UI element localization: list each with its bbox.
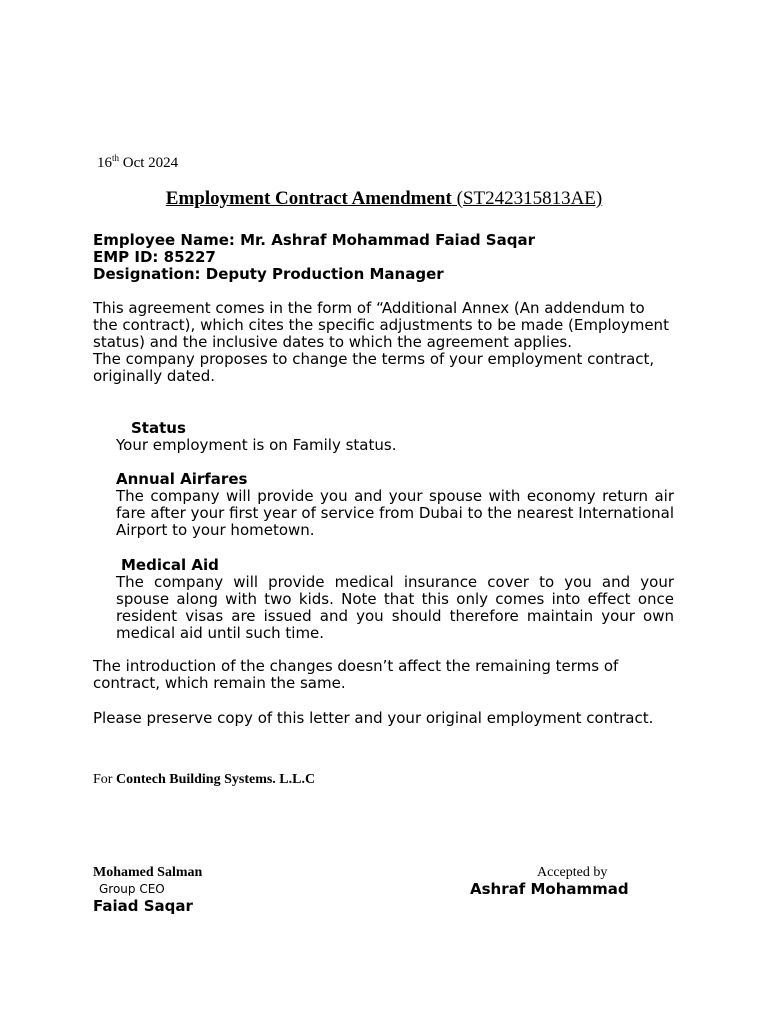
intro-section	[93, 300, 673, 385]
airfares-body: The company will provide you and your spouse with economy return air fare after your first year of service from Dubai to the nearest International Airport to your hometown.	[116, 487, 674, 539]
intro-paragraph-2: The company proposes to change the terms of your employment contract, originally dated.	[93, 350, 655, 385]
signer-name: Mohamed Salman	[93, 865, 203, 880]
employee-id: EMP ID: 85227	[93, 248, 216, 266]
status-body: Your employment is on Family status.	[116, 436, 397, 454]
status-heading: Status	[131, 419, 186, 437]
signer-role: Group CEO	[99, 882, 165, 896]
date-rest: Oct 2024	[119, 155, 179, 171]
employee-details	[93, 232, 535, 283]
date-day: 16	[97, 155, 112, 171]
company-line	[93, 772, 315, 788]
accepted-by-label: Accepted by	[537, 865, 608, 880]
title-reference: (ST242315813AE)	[451, 188, 603, 209]
intro-paragraph: This agreement comes in the form of “Additional Annex (An addendum to the contract), which cites the specific adjustments to be made (Employment status) and the inclusive dates to which the agreement applies.	[93, 299, 669, 351]
document-title	[0, 188, 768, 210]
medical-aid-body: The company will provide medical insurance cover to you and your spouse along with two kids. Note that this only comes into effect once resident visas are issued and you should therefore maintain your own medical aid until such time.	[116, 573, 674, 642]
for-prefix: For	[93, 772, 116, 787]
changes-paragraph: The introduction of the changes doesn’t affect the remaining terms of contract, which remain the same.	[93, 657, 619, 692]
date-suffix: th	[112, 153, 120, 163]
accepted-by-name: Ashraf Mohammad	[470, 880, 629, 898]
medical-aid-heading: Medical Aid	[121, 556, 219, 574]
employee-name: Employee Name: Mr. Ashraf Mohammad Faiad Saqar	[93, 231, 535, 249]
company-name: Contech Building Systems. L.L.C	[115, 772, 316, 787]
signer-name-continued: Faiad Saqar	[93, 897, 193, 915]
letter-date	[97, 155, 178, 172]
employee-designation: Designation: Deputy Production Manager	[93, 265, 444, 283]
title-main: Employment Contract Amendment	[165, 188, 452, 209]
airfares-heading: Annual Airfares	[116, 470, 248, 488]
preserve-paragraph: Please preserve copy of this letter and your original employment contract.	[93, 709, 654, 727]
